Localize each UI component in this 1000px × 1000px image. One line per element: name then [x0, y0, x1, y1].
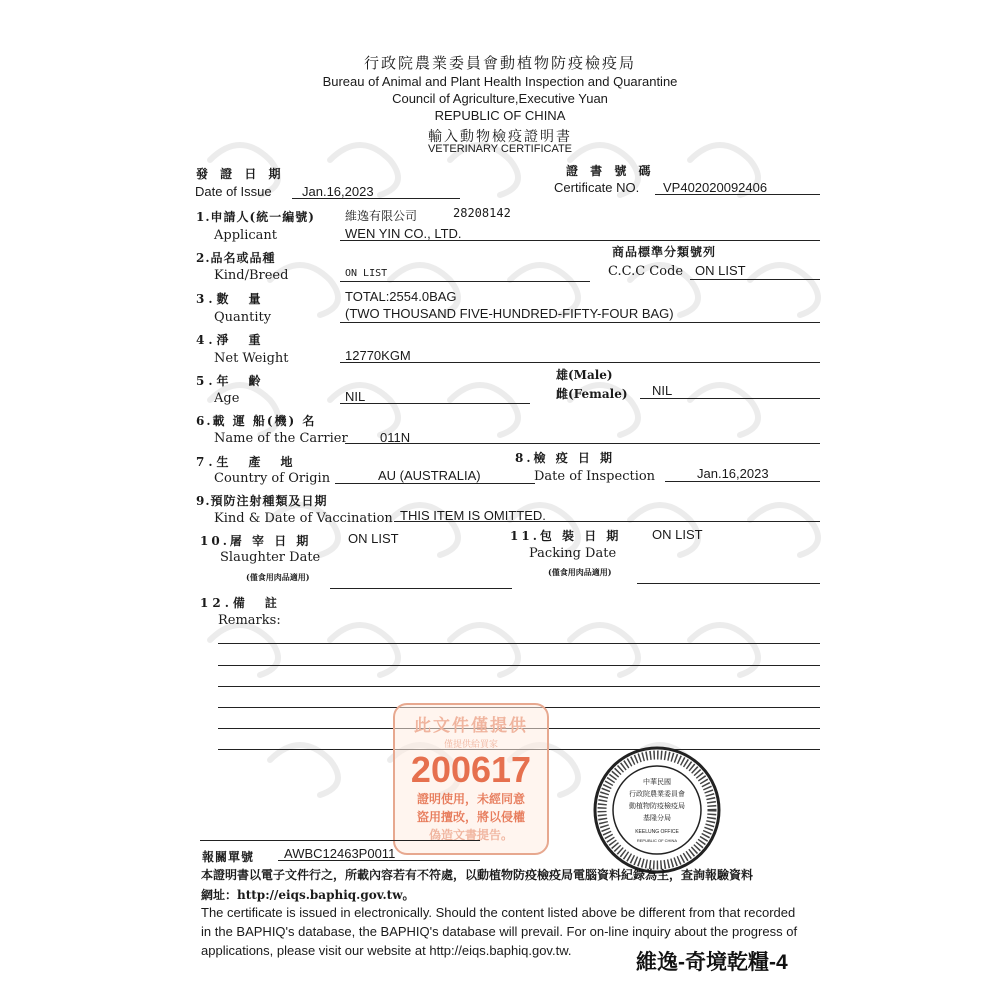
certificate-label-zh: 證 書 號 碼 — [566, 164, 655, 178]
stamp-line1: 此文件僅提供 — [414, 716, 528, 735]
vaccination-value: THIS ITEM IS OMITTED. — [400, 508, 546, 523]
slaughter-label-en: Slaughter Date — [220, 550, 321, 565]
quantity-label-en: Quantity — [214, 310, 272, 325]
applicant-tax-id: 28208142 — [453, 206, 511, 220]
net-weight-label-zh: 4.淨 重 — [196, 333, 265, 347]
inspection-label-zh: 8.檢 疫 日 期 — [515, 451, 616, 465]
ccc-label-en: C.C.C Code — [608, 264, 684, 279]
council-name: Council of Agriculture,Executive Yuan — [392, 91, 608, 106]
carrier-label-en: Name of the Carrier — [214, 431, 348, 446]
seal-bottom: KEELUNG OFFICE — [635, 829, 679, 835]
inspection-label-en: Date of Inspection — [534, 469, 656, 484]
packing-value: ON LIST — [652, 527, 703, 542]
stamp-line4: 盜用擅改，將以侵權 — [416, 810, 525, 824]
carrier-label-zh: 6.載 運 船(機) 名 — [196, 414, 317, 428]
certificate-label-en: Certificate NO. — [554, 180, 640, 195]
applicant-label-en: Applicant — [214, 228, 277, 243]
agency-name-zh: 行政院農業委員會動植物防疫檢疫局 — [363, 54, 636, 72]
notice-en-line1: The certificate is issued in electronically. Should the content listed above be different from that recorded — [201, 905, 796, 920]
sex-male-label: 雄(Male) — [556, 368, 613, 382]
title-en: VETERINARY CERTIFICATE — [427, 143, 573, 155]
stamp-line5: 偽造文書提告。 — [428, 828, 513, 842]
certificate-number-value: VP402020092406 — [663, 180, 768, 195]
remarks-label-zh: 12.備 註 — [200, 596, 281, 610]
kind-value: ON LIST — [345, 268, 388, 279]
packing-label-en: Packing Date — [529, 546, 617, 561]
notice-en-line3: applications, please visit our website at http://eiqs.baphiq.gov.tw. — [201, 943, 572, 958]
age-label-en: Age — [214, 391, 240, 406]
ccc-value: ON LIST — [695, 263, 746, 278]
issue-label-zh: 發 證 日 期 — [196, 167, 285, 181]
seal-bottom2: REPUBLIC OF CHINA — [636, 838, 678, 843]
kind-label-en: Kind/Breed — [214, 268, 289, 283]
issue-date-value: Jan.16,2023 — [302, 184, 374, 199]
applicant-value-zh: 維逸有限公司 — [345, 209, 418, 223]
copy-protection-stamp — [393, 703, 549, 855]
stamp-line3: 證明使用，未經同意 — [416, 792, 525, 806]
seal-line1: 中華民國 — [643, 778, 671, 786]
slaughter-value: ON LIST — [348, 531, 399, 546]
agency-name-en: Bureau of Animal and Plant Health Inspection and Quarantine — [322, 74, 678, 89]
seal-line4: 基隆分局 — [643, 814, 671, 822]
slaughter-note: (僅食用肉品適用) — [246, 572, 310, 582]
kind-label-zh: 2.品名或品種 — [196, 251, 276, 265]
remarks-label-en: Remarks: — [218, 613, 281, 628]
slaughter-label-zh: 10.屠 宰 日 期 — [200, 534, 312, 548]
customs-ref-value: AWBC12463P0011 — [284, 846, 396, 861]
net-weight-value: 12770KGM — [345, 348, 411, 363]
vaccination-label-zh: 9.預防注射種類及日期 — [196, 494, 328, 508]
stamp-number: 200617 — [410, 749, 532, 790]
title-zh: 輸入動物檢疫證明書 — [428, 129, 572, 145]
quantity-value-words: (TWO THOUSAND FIVE-HUNDRED-FIFTY-FOUR BAG) — [345, 306, 674, 321]
sex-female-label: 雌(Female) — [556, 387, 628, 401]
stamp-line2: 僅提供給買家 — [443, 739, 498, 749]
caption: 維逸-奇境乾糧-4 — [636, 951, 788, 974]
seal-line2: 行政院農業委員會 — [629, 790, 685, 798]
customs-ref-label: 報關單號 — [202, 850, 255, 864]
packing-note: (僅食用肉品適用) — [548, 567, 612, 577]
ccc-label-zh: 商品標準分類號列 — [612, 245, 717, 259]
applicant-value-en: WEN YIN CO., LTD. — [345, 226, 462, 241]
age-label-zh: 5.年 齡 — [196, 374, 265, 388]
applicant-label-zh: 1.申請人(統一編號) — [196, 210, 315, 224]
notice-zh-line2: 網址：http://eiqs.baphiq.gov.tw。 — [201, 888, 415, 902]
seal-line3: 動植物防疫檢疫局 — [629, 802, 685, 810]
net-weight-label-en: Net Weight — [214, 351, 289, 366]
carrier-value: 011N — [380, 430, 411, 445]
inspection-date-value: Jan.16,2023 — [697, 466, 769, 481]
notice-zh-line1: 本證明書以電子文件行之，所載內容若有不符處，以動植物防疫檢疫局電腦資料紀錄為主，查詢報驗資料 — [201, 868, 754, 882]
packing-label-zh: 11.包 裝 日 期 — [510, 529, 622, 543]
issue-label-en: Date of Issue — [195, 184, 272, 199]
age-value: NIL — [345, 389, 366, 404]
origin-label-zh: 7.生 產 地 — [196, 455, 297, 469]
vaccination-label-en: Kind & Date of Vaccination — [214, 511, 393, 526]
country-name: REPUBLIC OF CHINA — [434, 108, 566, 123]
notice-en-line2: in the BAPHIQ's database, the BAPHIQ's database will prevail. For on-line inquiry about the progress of — [201, 924, 798, 939]
origin-value: AU (AUSTRALIA) — [378, 468, 481, 483]
quantity-label-zh: 3.數 量 — [196, 292, 265, 306]
official-seal — [592, 745, 722, 875]
quantity-value: TOTAL:2554.0BAG — [345, 289, 457, 304]
sex-value: NIL — [652, 383, 673, 398]
origin-label-en: Country of Origin — [214, 471, 331, 486]
